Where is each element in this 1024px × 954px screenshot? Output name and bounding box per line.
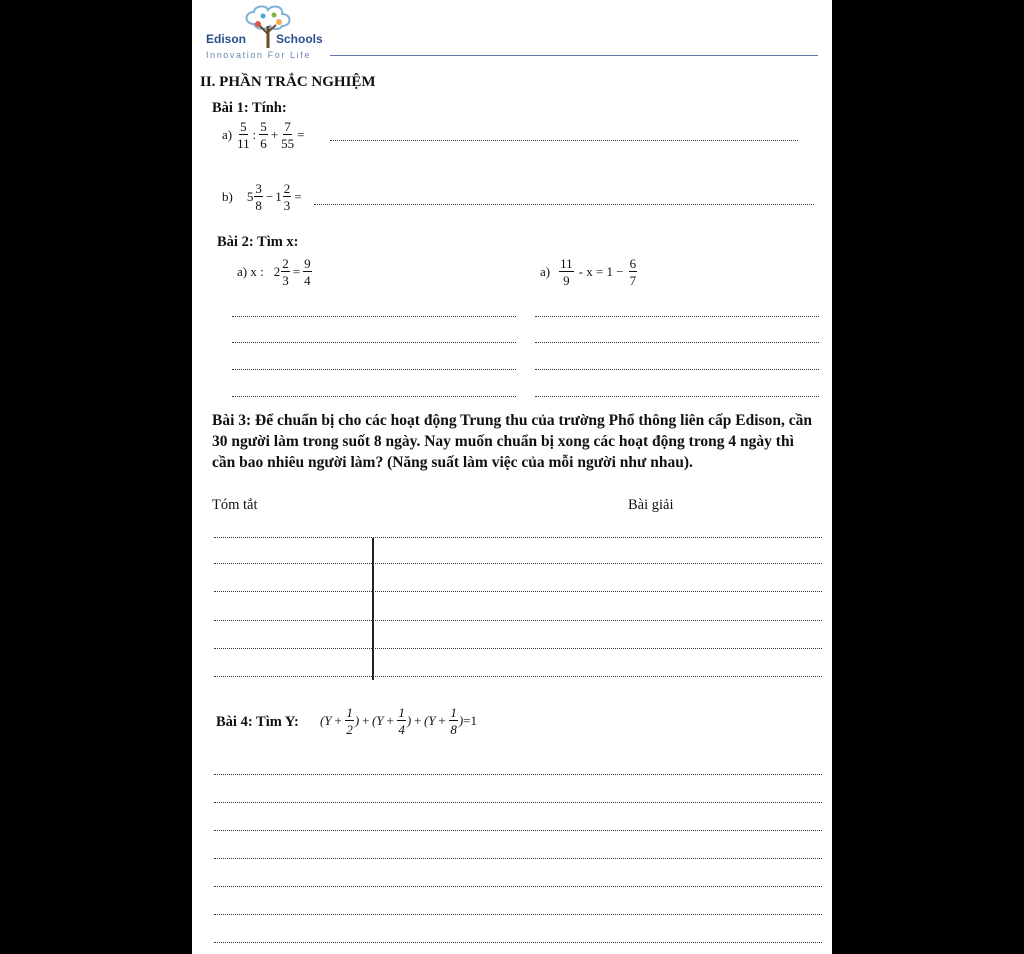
- brand-tagline: Innovation For Life: [206, 50, 311, 60]
- brand-right: Schools: [276, 32, 323, 46]
- answer-line: [214, 591, 822, 592]
- answer-line: [214, 537, 822, 538]
- bai1-a: a) $\frac{5}{11}$ : $\frac{5}{6}$ + $\frac{7}{55}$ =: [222, 119, 305, 151]
- bai2-a: a) x : 2 $\frac{2}{3}$ = $\frac{9}{4}$: [237, 256, 311, 288]
- section-title: II. PHẦN TRẮC NGHIỆM: [200, 74, 376, 90]
- bai1-a-label: a): [222, 127, 233, 142]
- fraction: $\frac{6}{7}$: [629, 256, 637, 288]
- answer-line: [214, 676, 822, 677]
- answer-line: [314, 204, 814, 205]
- bai1-b-label: b): [222, 189, 233, 204]
- answer-line: [214, 802, 822, 803]
- answer-line: [232, 342, 516, 343]
- answer-line: [214, 563, 822, 564]
- bai2-b: a) $\frac{11}{9}$ - x = 1 − $\frac{6}{7}$: [540, 256, 637, 288]
- edison-logo: [206, 4, 336, 62]
- fraction: $\frac{2}{3}$: [283, 181, 291, 213]
- fraction: $\frac{7}{55}$: [281, 119, 295, 151]
- fraction: $\frac{5}{11}$: [237, 119, 250, 151]
- answer-line: [330, 140, 798, 141]
- answer-line: [214, 620, 822, 621]
- bai4-title: Bài 4: Tìm Y:: [216, 714, 299, 730]
- answer-line: [535, 342, 819, 343]
- answer-line: [214, 774, 822, 775]
- summary-label: Tóm tắt: [212, 497, 258, 513]
- bai1-title: Bài 1: Tính:: [212, 100, 287, 116]
- brand-left: Edison: [206, 32, 247, 46]
- answer-line: [535, 316, 819, 317]
- header-rule: [330, 55, 818, 56]
- bai2-a-label: a) x :: [237, 264, 264, 279]
- bai2-title: Bài 2: Tìm x:: [217, 234, 299, 250]
- answer-line: [214, 942, 822, 943]
- fraction: $\frac{1}{2}$: [346, 705, 353, 737]
- fraction: $\frac{9}{4}$: [304, 256, 311, 288]
- answer-line: [535, 396, 819, 397]
- answer-line: [214, 648, 822, 649]
- solution-label: Bài giải: [628, 497, 674, 513]
- answer-line: [535, 369, 819, 370]
- bai4-equation: ( Y + $\frac{1}{2}$ ) + ( Y + $\frac{1}{4}$ ) + ( Y + $\frac{1}{8}$ ) =1: [320, 705, 478, 737]
- bai3-text: Bài 3: Để chuẩn bị cho các hoạt động Trung thu của trường Phổ thông liên cấp Edison, cần 30 người làm trong suốt 8 ngày. Nay muốn chuẩn bị xong các hoạt động trong 4 ngày thì cần bao nhiêu người làm? (Năng suất làm việc của mỗi người như nhau).: [212, 412, 812, 471]
- answer-line: [232, 396, 516, 397]
- fraction: $\frac{1}{8}$: [450, 705, 457, 737]
- answer-line: [214, 886, 822, 887]
- summary-divider: [372, 538, 374, 680]
- fraction: $\frac{11}{9}$: [560, 256, 573, 288]
- answer-line: [214, 858, 822, 859]
- bai2-b-label: a): [540, 264, 551, 279]
- worksheet-page: [192, 0, 832, 954]
- answer-line: [232, 316, 516, 317]
- answer-line: [214, 830, 822, 831]
- fraction: $\frac{1}{4}$: [398, 705, 405, 737]
- fraction: $\frac{3}{8}$: [255, 181, 262, 213]
- answer-line: [214, 914, 822, 915]
- answer-line: [232, 369, 516, 370]
- fraction: $\frac{5}{6}$: [260, 119, 267, 151]
- bai1-b: b) 5 $\frac{3}{8}$ − 1 $\frac{2}{3}$ =: [222, 181, 302, 213]
- fraction: $\frac{2}{3}$: [282, 256, 289, 288]
